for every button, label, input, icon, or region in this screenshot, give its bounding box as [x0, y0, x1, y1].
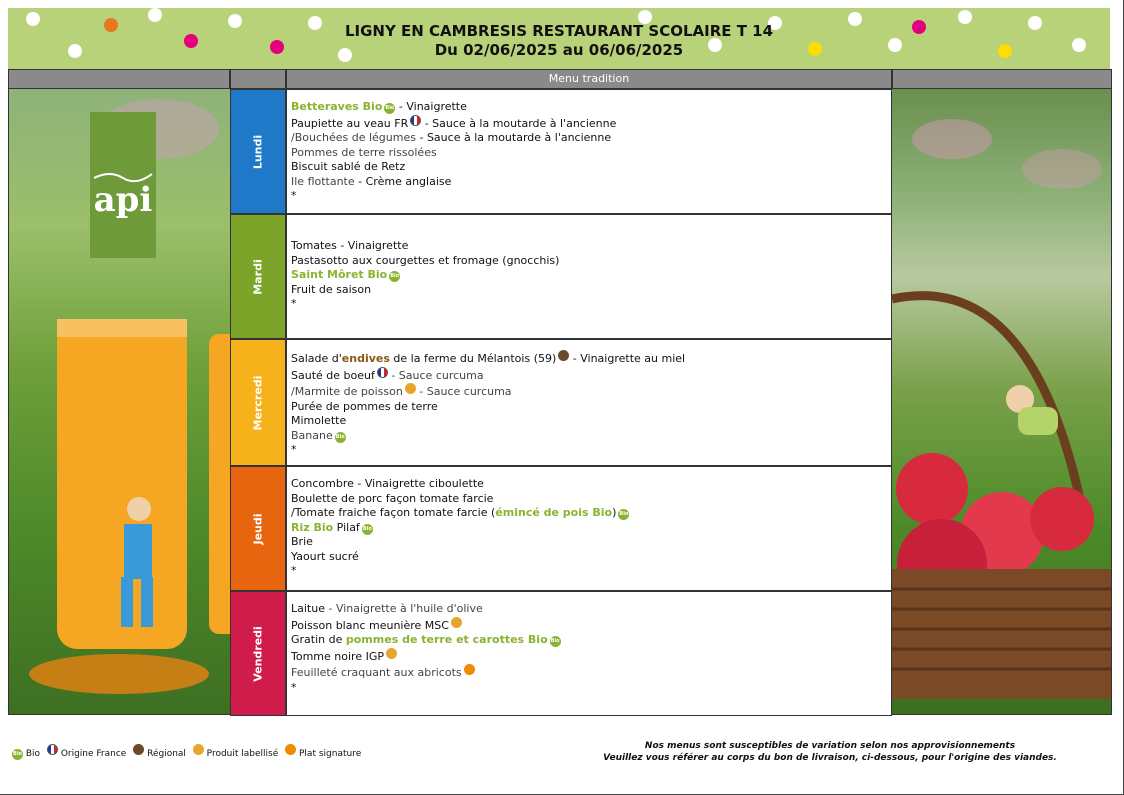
menu-item: Riz Bio Pilaf Bio	[291, 520, 372, 534]
menu-item: Tomme noire IGP	[291, 648, 891, 665]
title-line-2: Du 02/06/2025 au 06/06/2025	[434, 41, 684, 59]
menu-item: *	[291, 189, 297, 202]
menu-item: Sauté de boeuf - Sauce curcuma	[291, 368, 484, 382]
france-flag-icon	[377, 367, 388, 378]
label-icon	[386, 648, 397, 659]
day-mardi	[230, 214, 286, 339]
day-jeudi	[230, 466, 286, 591]
menu-item: Mimolette	[291, 414, 347, 427]
legend-signature: Plat signature	[299, 749, 362, 759]
menu-item: Banane Bio	[291, 428, 345, 442]
label-icon	[193, 744, 204, 755]
menu-item: Yaourt sucré	[291, 549, 359, 563]
menu-item: Tomates - Vinaigrette	[291, 239, 409, 252]
notice-line-1: Nos menus sont susceptibles de variation selon nos approvisionnements	[644, 741, 1016, 751]
legend	[10, 744, 363, 761]
menu-item: Ile flottante - Crème anglaise	[291, 174, 452, 188]
menu-item: Poisson blanc meunière MSC	[291, 617, 891, 634]
menu-item: Gratin de pommes de terre et carottes Bio Bio	[291, 633, 560, 646]
day-label-mardi: Mardi	[251, 258, 265, 295]
legend-regional: Régional	[147, 749, 186, 759]
menu-item: Paupiette au veau FR - Sauce à la moutarde à l'ancienne	[291, 116, 617, 130]
menu-item: Pommes de terre rissolées	[291, 145, 437, 159]
bio-icon: Bio	[389, 271, 400, 282]
menu-cell-mardi	[286, 214, 892, 339]
page-title	[8, 22, 1110, 60]
menu-cell-vendredi	[286, 591, 892, 716]
menu-cell-lundi	[286, 89, 892, 214]
france-flag-icon	[410, 115, 421, 126]
menu-item: Boulette de porc façon tomate farcie	[291, 491, 494, 505]
bio-icon: Bio	[384, 103, 395, 114]
label-icon	[405, 383, 416, 394]
menu-item: Fruit de saison	[291, 282, 372, 296]
menu-item: *	[291, 297, 297, 310]
day-mercredi	[230, 339, 286, 466]
menu-item: /Marmite de poisson - Sauce curcuma	[291, 385, 512, 398]
menu-cell-mercredi	[286, 339, 892, 466]
api-logo	[90, 112, 156, 258]
notice	[560, 740, 1100, 764]
day-lundi	[230, 89, 286, 214]
signature-icon	[464, 664, 475, 675]
menu-cell-jeudi	[286, 466, 892, 591]
legend-bio: Bio	[25, 749, 41, 759]
day-label-jeudi: Jeudi	[251, 512, 265, 545]
regional-icon	[558, 350, 569, 361]
menu-item: *	[291, 443, 297, 456]
menu-item: Pastasotto aux courgettes et fromage (gnocchis)	[291, 253, 560, 267]
column-header-days	[230, 69, 286, 89]
menu-item: /Tomate fraiche façon tomate farcie (émincé de pois Bio) Bio	[291, 506, 629, 519]
day-label-mercredi: Mercredi	[251, 375, 265, 430]
day-label-vendredi: Vendredi	[251, 625, 265, 682]
menu-item: Feuilleté craquant aux abricots	[291, 664, 891, 681]
day-vendredi	[230, 591, 286, 716]
label-icon	[451, 617, 462, 628]
column-header-menu: Menu tradition	[286, 69, 892, 89]
france-flag-icon	[47, 744, 58, 755]
menu-item: /Bouchées de légumes - Sauce à la moutarde à l'ancienne	[291, 131, 612, 144]
menu-item: Laitue - Vinaigrette à l'huile d'olive	[291, 602, 483, 615]
signature-icon	[285, 744, 296, 755]
bio-icon: Bio	[335, 432, 346, 443]
legend-origine: Origine France	[60, 749, 127, 759]
title-line-1: LIGNY EN CAMBRESIS RESTAURANT SCOLAIRE T 14	[344, 22, 774, 40]
apple-basket-photo	[892, 89, 1112, 715]
menu-item: Saint Môret Bio Bio	[291, 268, 400, 281]
regional-icon	[133, 744, 144, 755]
day-label-lundi: Lundi	[251, 134, 265, 169]
menu-item: Purée de pommes de terre	[291, 399, 438, 413]
column-header-left	[8, 69, 230, 89]
api-logo-text: api	[93, 180, 153, 220]
menu-item: Biscuit sablé de Retz	[291, 160, 406, 173]
menu-item: Salade d'endives de la ferme du Mélantois (59) - Vinaigrette au miel	[291, 352, 686, 365]
menu-item: *	[291, 564, 297, 577]
bio-icon: Bio	[362, 524, 373, 535]
bio-icon: Bio	[618, 509, 629, 520]
menu-item: *	[291, 680, 297, 694]
notice-line-2: Veuillez vous référer au corps du bon de livraison, ci-dessous, pour l'origine des viandes.	[603, 753, 1057, 763]
legend-labellise: Produit labellisé	[206, 749, 279, 759]
menu-item: Betteraves Bio Bio - Vinaigrette	[291, 100, 467, 113]
column-header-right	[892, 69, 1112, 89]
bio-icon: Bio	[12, 749, 23, 760]
menu-item: Brie	[291, 535, 313, 548]
header-banner	[8, 8, 1110, 70]
bio-icon: Bio	[550, 636, 561, 647]
menu-item: Concombre - Vinaigrette ciboulette	[291, 477, 484, 490]
